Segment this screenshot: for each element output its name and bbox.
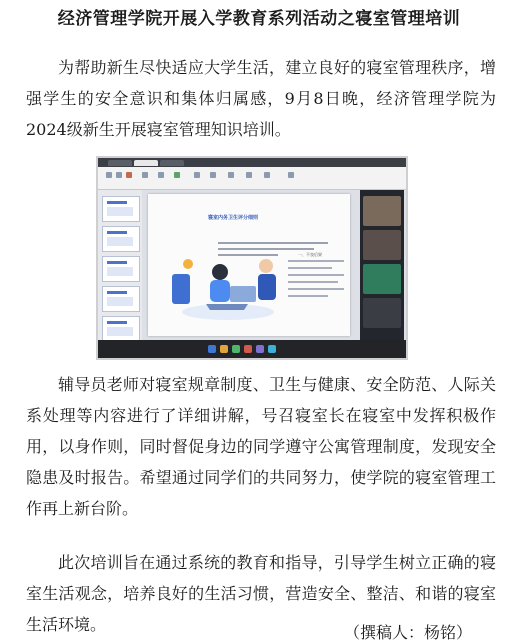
video-participants-panel [360,190,404,340]
people-illustration-icon [148,194,350,336]
paragraph-intro: 为帮助新生尽快适应大学生活，建立良好的寝室管理秩序，增强学生的安全意识和集体归属感，9月8日晚，经济管理学院为2024级新生开展寝室管理知识培训。 [26,58,496,139]
presentation-ribbon [98,167,406,190]
laptop-screen [98,158,406,358]
training-photo [96,156,408,360]
browser-tab-bar [98,158,406,167]
slide-thumbnail-panel [98,190,142,340]
current-slide [148,194,350,336]
slide-subtitle: 一、不良后果 [298,252,322,257]
author-byline: （撰稿人：杨铭） [344,623,473,642]
paragraph-purpose: 此次培训旨在通过系统的教育和指导，引导学生树立正确的寝室生活观念，培养良好的生活习惯，营造安全、整洁、和谐的寝室生活环境。 [26,553,496,634]
slide-title: 寝室内务卫生评分细则 [208,215,259,221]
taskbar [98,340,406,358]
article-title: 经济管理学院开展入学教育系列活动之寝室管理培训 [57,9,461,29]
paragraph-content: 辅导员老师对寝室规章制度、卫生与健康、安全防范、人际关系处理等内容进行了详细讲解，号召寝室长在寝室中发挥积极作用，以身作则，同时督促身边的同学遵守公寓管理制度，发现安全隐患及时报告。希望通过同学们的共同努力，使学院的寝室管理工作再上新台阶。 [26,375,496,518]
